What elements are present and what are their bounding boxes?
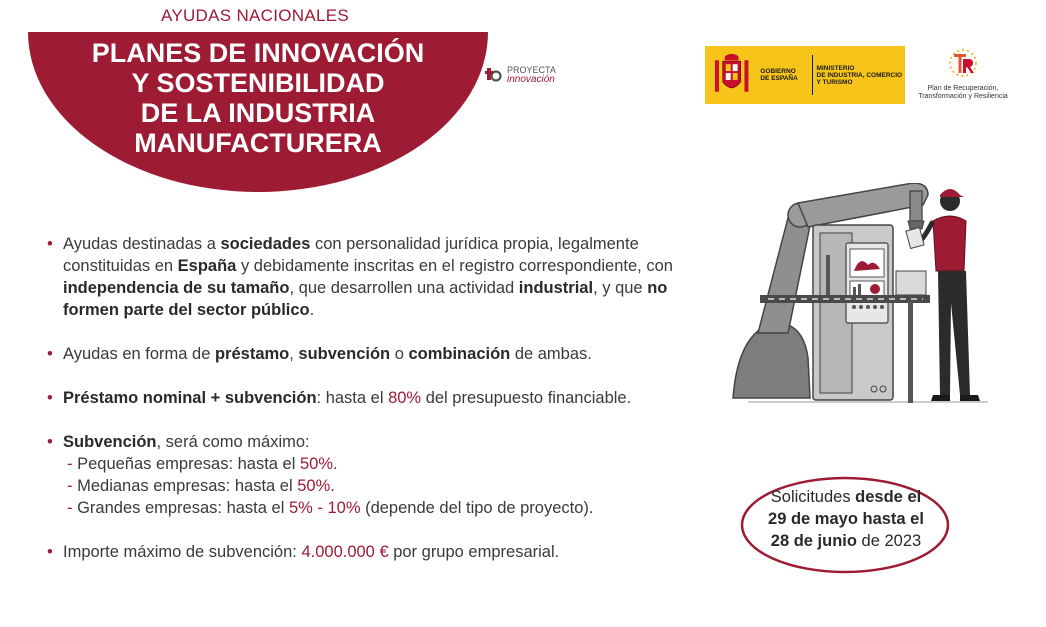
content-list xyxy=(47,233,707,585)
proyecta-logo-icon xyxy=(485,66,503,84)
text: Ayudas destinadas a xyxy=(63,235,221,253)
text: (depende del tipo de proyecto). xyxy=(360,499,594,517)
text: , y que xyxy=(593,279,648,297)
keyword: desde el xyxy=(855,488,922,506)
amount-value: 4.000.000 € xyxy=(301,543,389,561)
prtr-line-2: Transformación y Resiliencia xyxy=(918,93,1008,100)
keyword: subvención xyxy=(298,345,391,363)
proyecta-logo xyxy=(485,66,556,84)
date-stamp-text xyxy=(740,486,952,552)
percent-value: 50% xyxy=(299,455,334,473)
ministry-line-3: Y TURISMO xyxy=(816,78,853,86)
keyword: combinación xyxy=(408,345,511,363)
keyword: Subvención xyxy=(63,433,157,451)
gov-divider xyxy=(812,55,813,95)
keyword: Préstamo nominal + subvención xyxy=(63,389,317,407)
dash: - xyxy=(67,499,73,517)
keyword: no formen parte del sector público xyxy=(63,279,668,319)
text: del presupuesto financiable. xyxy=(421,389,632,407)
text: con personalidad jurídica propia, legalmente constituidas en xyxy=(63,235,639,275)
proyecta-line-2: innovación xyxy=(507,74,555,85)
text: , xyxy=(289,345,299,363)
keyword: sociedades xyxy=(220,235,311,253)
robot-arm-illustration xyxy=(728,183,998,408)
bullet-max-amount xyxy=(47,541,707,563)
title-line-1: PLANES DE INNOVACIÓN xyxy=(91,38,425,68)
text: Solicitudes xyxy=(770,488,856,506)
ministry-line-1: MINISTERIO xyxy=(816,64,855,72)
text: por grupo empresarial. xyxy=(388,543,560,561)
bullet-aid-form xyxy=(47,343,707,365)
text: Pequeñas empresas: hasta el xyxy=(77,455,300,473)
text: . xyxy=(309,301,315,319)
subsidy-item-medium xyxy=(63,475,707,497)
gov-line-1: GOBIERNO xyxy=(760,68,796,75)
header-tag: AYUDAS NACIONALES xyxy=(160,6,350,25)
percent-value: 5% - 10% xyxy=(288,499,361,517)
bullet-loan xyxy=(47,387,707,409)
text: Grandes empresas: hasta el xyxy=(77,499,289,517)
keyword: España xyxy=(177,257,237,275)
dash: - xyxy=(67,477,73,495)
text: , será como máximo: xyxy=(156,433,310,451)
spanish-coat-of-arms-icon xyxy=(713,52,750,98)
text: Medianas empresas: hasta el xyxy=(77,477,298,495)
percent-value: 80% xyxy=(388,389,422,407)
title-line-2: Y SOSTENIBILIDAD xyxy=(131,68,385,98)
keyword: 28 de junio xyxy=(770,532,857,550)
bullet-subsidy xyxy=(47,431,707,519)
text: y debidamente inscritas en el registro correspondiente, con xyxy=(236,257,673,275)
text: o xyxy=(390,345,409,363)
keyword: independencia de su tamaño xyxy=(63,279,290,297)
dash: - xyxy=(67,455,73,473)
text: de 2023 xyxy=(856,532,922,550)
text: de ambas. xyxy=(510,345,592,363)
prtr-logo-icon xyxy=(946,48,980,78)
subsidy-item-large xyxy=(63,497,707,519)
text: Importe máximo de subvención: xyxy=(63,543,302,561)
text: . xyxy=(333,455,338,473)
proyecta-line-1: PROYECTA xyxy=(507,65,556,75)
gobierno-logo xyxy=(705,46,905,104)
prtr-line-1: Plan de Recuperación, xyxy=(927,85,999,92)
text: : hasta el xyxy=(316,389,389,407)
title-line-3: DE LA INDUSTRIA xyxy=(140,98,376,128)
ministry-line-2: DE INDUSTRIA, COMERCIO xyxy=(816,71,903,79)
text: Ayudas en forma de xyxy=(63,345,215,363)
percent-value: 50% xyxy=(297,477,331,495)
page-title xyxy=(28,38,488,158)
subsidy-item-small xyxy=(63,453,707,475)
gov-line-2: DE ESPAÑA xyxy=(760,75,798,82)
keyword: industrial xyxy=(518,279,594,297)
keyword: 29 de mayo hasta el xyxy=(768,510,924,528)
bullet-eligibility xyxy=(47,233,707,321)
prtr-logo xyxy=(908,48,1018,101)
keyword: préstamo xyxy=(214,345,290,363)
title-line-4: MANUFACTURERA xyxy=(134,128,382,158)
text: . xyxy=(330,477,335,495)
text: , que desarrollen una actividad xyxy=(289,279,519,297)
